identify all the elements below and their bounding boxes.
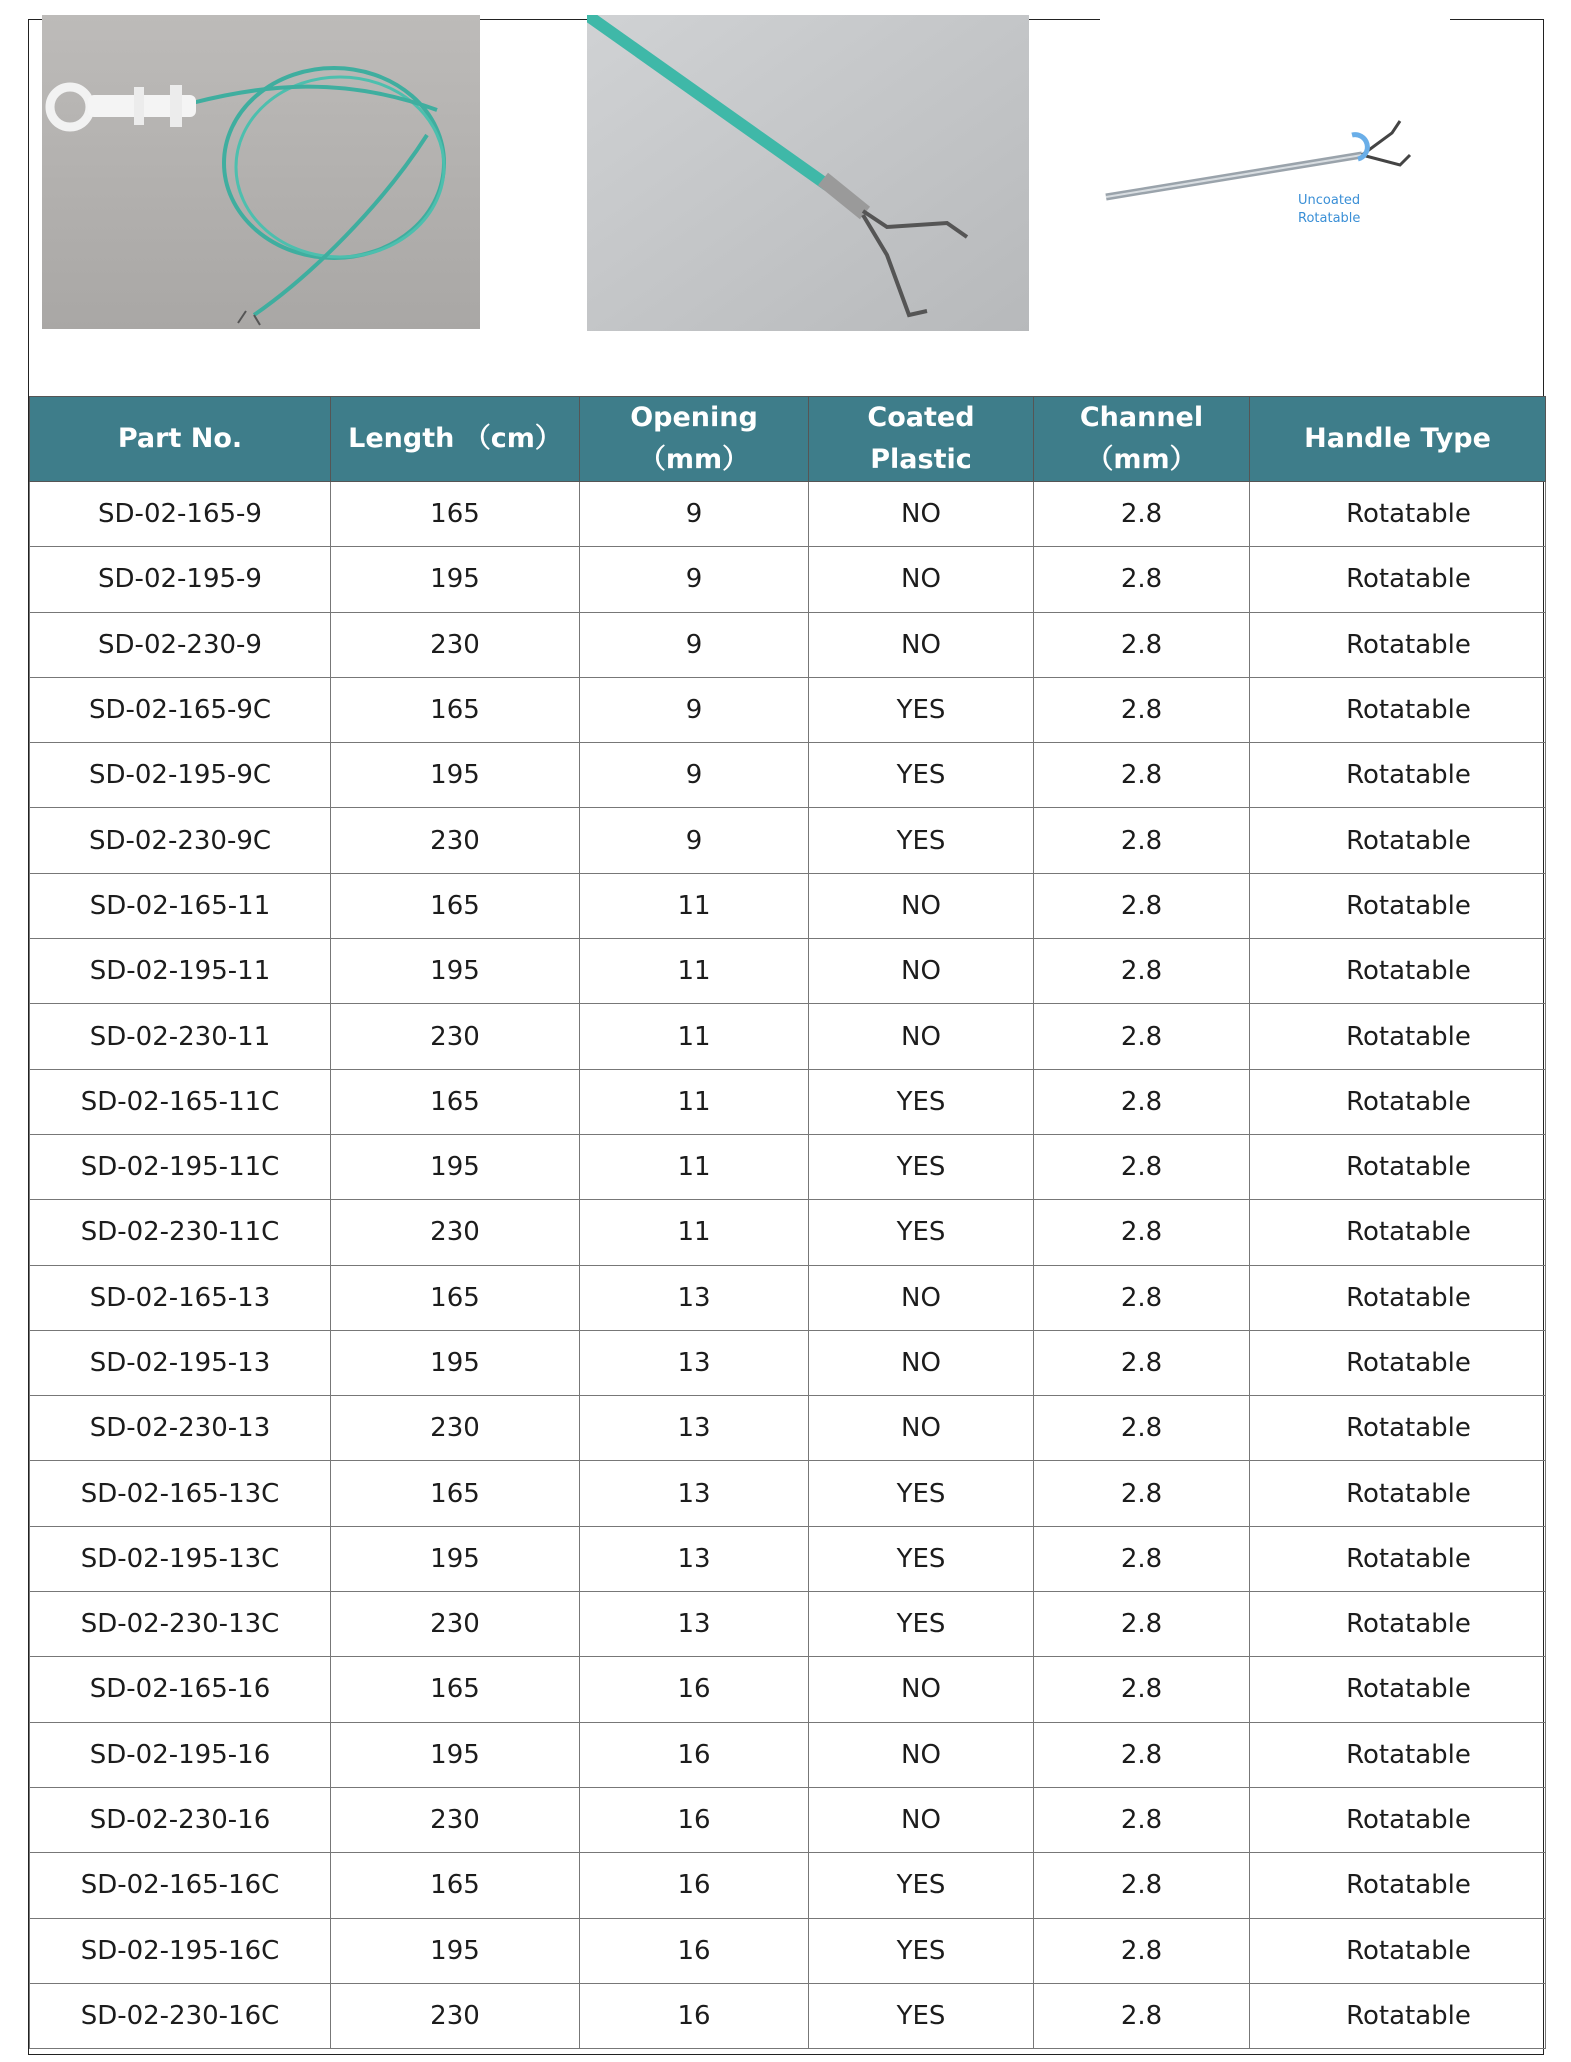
cell-channel: 2.8 <box>1034 939 1250 1004</box>
cell-opening: 16 <box>580 1983 809 2048</box>
cell-handle-type: Rotatable <box>1250 1134 1546 1199</box>
table-row <box>30 1134 1546 1199</box>
cell-channel: 2.8 <box>1034 612 1250 677</box>
cell-handle-type: Rotatable <box>1250 1787 1546 1852</box>
cell-coated: NO <box>809 1004 1034 1069</box>
cell-opening: 11 <box>580 1200 809 1265</box>
cell-handle-type: Rotatable <box>1250 482 1546 547</box>
table-row <box>30 1657 1546 1722</box>
cell-coated: NO <box>809 1330 1034 1395</box>
cell-part-no: SD-02-165-13C <box>30 1461 331 1526</box>
cell-part-no: SD-02-195-9C <box>30 743 331 808</box>
table-row <box>30 1330 1546 1395</box>
table-body <box>30 482 1546 2049</box>
cell-length: 165 <box>331 1069 580 1134</box>
cell-part-no: SD-02-195-11 <box>30 939 331 1004</box>
header-length <box>331 397 580 482</box>
cell-length: 230 <box>331 1592 580 1657</box>
header-label: Opening <box>630 402 758 433</box>
cell-part-no: SD-02-230-9 <box>30 612 331 677</box>
cell-length: 230 <box>331 612 580 677</box>
cell-channel: 2.8 <box>1034 1134 1250 1199</box>
cell-length: 195 <box>331 1134 580 1199</box>
cell-opening: 9 <box>580 547 809 612</box>
cell-coated: NO <box>809 1657 1034 1722</box>
table-row <box>30 1592 1546 1657</box>
cell-length: 165 <box>331 677 580 742</box>
cell-part-no: SD-02-230-11C <box>30 1200 331 1265</box>
cell-part-no: SD-02-230-9C <box>30 808 331 873</box>
cell-opening: 16 <box>580 1918 809 1983</box>
table-row <box>30 1004 1546 1069</box>
header-unit: （mm） <box>1086 444 1197 475</box>
cell-coated: NO <box>809 939 1034 1004</box>
table-row <box>30 1069 1546 1134</box>
cell-handle-type: Rotatable <box>1250 1396 1546 1461</box>
cell-length: 165 <box>331 1265 580 1330</box>
cell-opening: 13 <box>580 1330 809 1395</box>
table-row <box>30 1200 1546 1265</box>
cell-coated: YES <box>809 1461 1034 1526</box>
product-photo-tip <box>1100 15 1450 355</box>
product-photo-handle <box>42 15 480 329</box>
header-label: Length （cm） <box>348 423 562 454</box>
cell-coated: NO <box>809 482 1034 547</box>
cell-length: 195 <box>331 1526 580 1591</box>
cell-handle-type: Rotatable <box>1250 1918 1546 1983</box>
cell-handle-type: Rotatable <box>1250 1657 1546 1722</box>
cell-opening: 11 <box>580 873 809 938</box>
table-row <box>30 1918 1546 1983</box>
cell-coated: YES <box>809 743 1034 808</box>
cell-coated: YES <box>809 1918 1034 1983</box>
cell-coated: YES <box>809 1526 1034 1591</box>
cell-length: 195 <box>331 743 580 808</box>
cell-coated: YES <box>809 1983 1034 2048</box>
cell-part-no: SD-02-165-13 <box>30 1265 331 1330</box>
cell-handle-type: Rotatable <box>1250 1526 1546 1591</box>
cell-length: 165 <box>331 1853 580 1918</box>
cell-channel: 2.8 <box>1034 743 1250 808</box>
cell-coated: NO <box>809 873 1034 938</box>
header-label: Handle Type <box>1304 423 1491 454</box>
table-row <box>30 743 1546 808</box>
cell-coated: YES <box>809 1200 1034 1265</box>
cell-part-no: SD-02-195-13 <box>30 1330 331 1395</box>
cell-handle-type: Rotatable <box>1250 1592 1546 1657</box>
cell-opening: 13 <box>580 1396 809 1461</box>
cell-coated: NO <box>809 1265 1034 1330</box>
cell-part-no: SD-02-165-16C <box>30 1853 331 1918</box>
cell-opening: 9 <box>580 612 809 677</box>
cell-channel: 2.8 <box>1034 1069 1250 1134</box>
table-row <box>30 612 1546 677</box>
cell-opening: 16 <box>580 1722 809 1787</box>
cell-length: 195 <box>331 1918 580 1983</box>
table-row <box>30 939 1546 1004</box>
cell-length: 230 <box>331 1787 580 1852</box>
cell-length: 195 <box>331 547 580 612</box>
cell-handle-type: Rotatable <box>1250 612 1546 677</box>
spec-sheet <box>28 19 1544 2055</box>
cell-length: 230 <box>331 1983 580 2048</box>
header-label: Part No. <box>117 423 243 454</box>
cell-handle-type: Rotatable <box>1250 743 1546 808</box>
cell-handle-type: Rotatable <box>1250 1461 1546 1526</box>
cell-coated: YES <box>809 1069 1034 1134</box>
cell-handle-type: Rotatable <box>1250 1200 1546 1265</box>
table-row <box>30 1396 1546 1461</box>
cell-channel: 2.8 <box>1034 1004 1250 1069</box>
cell-opening: 16 <box>580 1787 809 1852</box>
cell-channel: 2.8 <box>1034 1853 1250 1918</box>
cell-part-no: SD-02-165-16 <box>30 1657 331 1722</box>
cell-part-no: SD-02-165-11 <box>30 873 331 938</box>
cell-coated: NO <box>809 1787 1034 1852</box>
cell-part-no: SD-02-195-9 <box>30 547 331 612</box>
header-channel <box>1034 397 1250 482</box>
cell-channel: 2.8 <box>1034 1657 1250 1722</box>
cell-part-no: SD-02-195-11C <box>30 1134 331 1199</box>
cell-opening: 11 <box>580 939 809 1004</box>
cell-part-no: SD-02-165-9 <box>30 482 331 547</box>
cell-channel: 2.8 <box>1034 1396 1250 1461</box>
cell-handle-type: Rotatable <box>1250 547 1546 612</box>
cell-channel: 2.8 <box>1034 1265 1250 1330</box>
header-unit: Plastic <box>870 444 972 475</box>
cell-handle-type: Rotatable <box>1250 1265 1546 1330</box>
cell-channel: 2.8 <box>1034 1200 1250 1265</box>
cell-handle-type: Rotatable <box>1250 939 1546 1004</box>
cell-part-no: SD-02-165-11C <box>30 1069 331 1134</box>
cell-length: 165 <box>331 1461 580 1526</box>
cell-opening: 13 <box>580 1526 809 1591</box>
cell-handle-type: Rotatable <box>1250 1853 1546 1918</box>
header-label: Channel <box>1079 402 1204 433</box>
cell-channel: 2.8 <box>1034 1722 1250 1787</box>
cell-opening: 9 <box>580 743 809 808</box>
header-coated-plastic <box>809 397 1034 482</box>
table-row <box>30 677 1546 742</box>
cell-length: 230 <box>331 1396 580 1461</box>
cell-coated: YES <box>809 1592 1034 1657</box>
table-row <box>30 1787 1546 1852</box>
cell-coated: NO <box>809 547 1034 612</box>
header-label: Coated <box>867 402 975 433</box>
cell-handle-type: Rotatable <box>1250 1330 1546 1395</box>
header-handle-type <box>1250 397 1546 482</box>
cell-handle-type: Rotatable <box>1250 677 1546 742</box>
cell-opening: 13 <box>580 1265 809 1330</box>
cell-part-no: SD-02-230-11 <box>30 1004 331 1069</box>
table-row <box>30 547 1546 612</box>
cell-coated: YES <box>809 808 1034 873</box>
cell-handle-type: Rotatable <box>1250 1983 1546 2048</box>
cell-handle-type: Rotatable <box>1250 873 1546 938</box>
cell-opening: 13 <box>580 1461 809 1526</box>
cell-channel: 2.8 <box>1034 1330 1250 1395</box>
cell-channel: 2.8 <box>1034 1787 1250 1852</box>
cell-coated: NO <box>809 612 1034 677</box>
cell-opening: 13 <box>580 1592 809 1657</box>
cell-opening: 9 <box>580 482 809 547</box>
cell-part-no: SD-02-230-13 <box>30 1396 331 1461</box>
cell-part-no: SD-02-195-16 <box>30 1722 331 1787</box>
table-row <box>30 1526 1546 1591</box>
cell-length: 165 <box>331 873 580 938</box>
table-row <box>30 1722 1546 1787</box>
cell-coated: NO <box>809 1396 1034 1461</box>
table-row <box>30 808 1546 873</box>
cell-channel: 2.8 <box>1034 482 1250 547</box>
cell-handle-type: Rotatable <box>1250 1004 1546 1069</box>
cell-length: 230 <box>331 808 580 873</box>
tip-caption-line2: Rotatable <box>1298 211 1361 226</box>
cell-channel: 2.8 <box>1034 1526 1250 1591</box>
cell-coated: YES <box>809 1853 1034 1918</box>
cell-length: 195 <box>331 939 580 1004</box>
cell-length: 165 <box>331 1657 580 1722</box>
cell-opening: 11 <box>580 1134 809 1199</box>
cell-length: 230 <box>331 1004 580 1069</box>
cell-part-no: SD-02-230-16 <box>30 1787 331 1852</box>
cell-part-no: SD-02-230-13C <box>30 1592 331 1657</box>
header-opening <box>580 397 809 482</box>
table-row <box>30 1983 1546 2048</box>
cell-opening: 16 <box>580 1853 809 1918</box>
cell-opening: 11 <box>580 1069 809 1134</box>
cell-coated: NO <box>809 1722 1034 1787</box>
table-row <box>30 1265 1546 1330</box>
table-header-row <box>30 397 1546 482</box>
product-photos <box>29 20 1543 396</box>
cell-channel: 2.8 <box>1034 677 1250 742</box>
cell-handle-type: Rotatable <box>1250 1069 1546 1134</box>
header-unit: （mm） <box>638 444 750 475</box>
cell-part-no: SD-02-195-16C <box>30 1918 331 1983</box>
cell-channel: 2.8 <box>1034 1592 1250 1657</box>
cell-opening: 11 <box>580 1004 809 1069</box>
cell-part-no: SD-02-165-9C <box>30 677 331 742</box>
cell-handle-type: Rotatable <box>1250 1722 1546 1787</box>
table-row <box>30 1461 1546 1526</box>
table-row <box>30 873 1546 938</box>
cell-length: 195 <box>331 1722 580 1787</box>
product-photo-jaw <box>587 15 1029 331</box>
cell-length: 195 <box>331 1330 580 1395</box>
cell-length: 230 <box>331 1200 580 1265</box>
table-row <box>30 482 1546 547</box>
cell-opening: 16 <box>580 1657 809 1722</box>
cell-channel: 2.8 <box>1034 1983 1250 2048</box>
table-row <box>30 1853 1546 1918</box>
cell-channel: 2.8 <box>1034 1918 1250 1983</box>
cell-channel: 2.8 <box>1034 1461 1250 1526</box>
cell-part-no: SD-02-195-13C <box>30 1526 331 1591</box>
cell-coated: YES <box>809 1134 1034 1199</box>
cell-opening: 9 <box>580 677 809 742</box>
cell-channel: 2.8 <box>1034 873 1250 938</box>
spec-table <box>29 396 1546 2049</box>
cell-length: 165 <box>331 482 580 547</box>
cell-coated: YES <box>809 677 1034 742</box>
tip-caption-line1: Uncoated <box>1298 193 1361 208</box>
header-part-no <box>30 397 331 482</box>
cell-part-no: SD-02-230-16C <box>30 1983 331 2048</box>
cell-opening: 9 <box>580 808 809 873</box>
cell-channel: 2.8 <box>1034 808 1250 873</box>
cell-handle-type: Rotatable <box>1250 808 1546 873</box>
cell-channel: 2.8 <box>1034 547 1250 612</box>
